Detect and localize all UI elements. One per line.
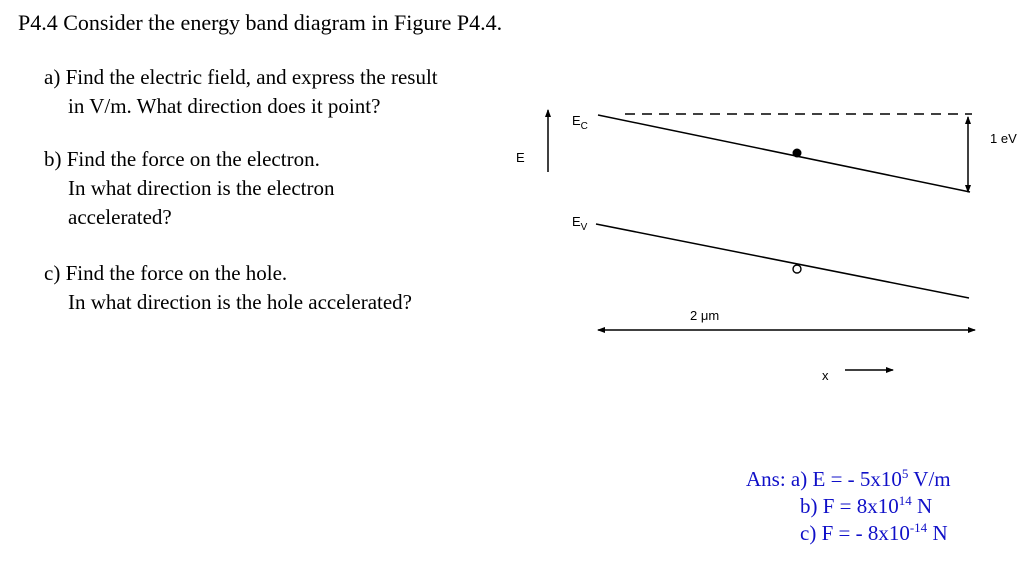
- question-c-line1: c) Find the force on the hole.: [44, 261, 288, 285]
- question-a-line2: in V/m. What direction does it point?: [68, 94, 381, 118]
- problem-title: P4.4 Consider the energy band diagram in Figure P4.4.: [18, 10, 503, 35]
- answer-a: Ans: a) E = - $5x10^5$ V/m: [746, 466, 951, 491]
- question-b-line1: b) Find the force on the electron.: [44, 147, 320, 171]
- width-label: 2 μm: [690, 308, 720, 323]
- question-b-line2: In what direction is the electron: [68, 176, 335, 200]
- answer-c: c) F = - $8x10^{-14}$ N: [800, 520, 948, 545]
- ev-label: $E_V$: [572, 214, 588, 233]
- conduction-band-line: [598, 115, 970, 192]
- question-a-line1: a) Find the electric field, and express the result: [44, 65, 438, 89]
- energy-difference-label: 1 eV: [990, 131, 1017, 146]
- electron-dot: [793, 149, 802, 158]
- valence-band-line: [596, 224, 969, 298]
- hole-circle: [793, 265, 801, 273]
- energy-axis-label: E: [516, 150, 525, 165]
- answer-b: b) $F = 8x10^{14}$ N: [800, 493, 933, 518]
- question-b-line3: accelerated?: [68, 205, 172, 229]
- ec-label: $E_C$: [572, 113, 588, 132]
- question-c-line2: In what direction is the hole accelerated?: [68, 290, 412, 314]
- x-axis-label: x: [822, 368, 829, 383]
- answers-block: [746, 466, 951, 547]
